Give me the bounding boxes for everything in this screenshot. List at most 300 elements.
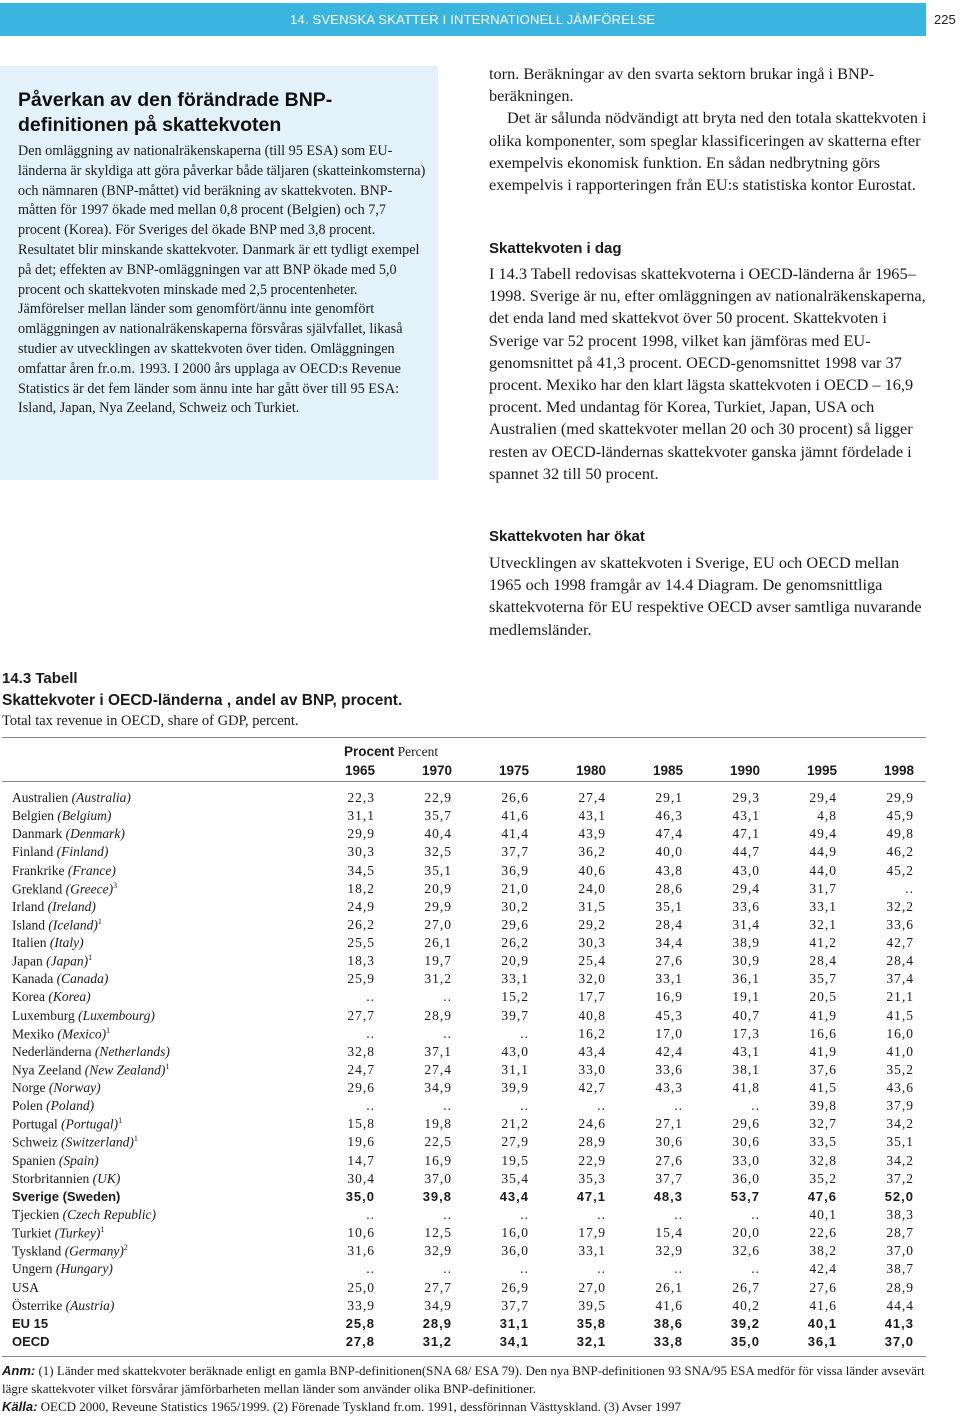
table-cell: 34,5 xyxy=(347,862,375,878)
table-cell: .. xyxy=(366,1025,375,1041)
table-rule-top xyxy=(2,737,926,738)
table-row xyxy=(12,1207,926,1225)
table-cell: 35,7 xyxy=(809,971,837,987)
table-row xyxy=(12,1243,926,1261)
note-text: (1) Länder med skattekvoter beräknade enligt en gamla BNP-definitionen(SNA 68/ ESA 79). Den nya BNP-definitionen 93 SNA/95 ESA medför för vissa länder avsevärt lägre skattekvoter vilket försvårar jämförbarheten mellan länder som använder olika BNP-definitioner. xyxy=(2,1363,925,1396)
table-cell: 22,5 xyxy=(424,1134,452,1150)
paragraph-text: Det är sålunda nödvändigt att bryta ned den totala skattekvoten i olika komponenter, som speglar klassificeringen av skatterna efter exempelvis ekonomisk funktion. En sådan nedbrytning görs exempelvis i rapporteringen från EU:s statistiska kontor Eurostat. xyxy=(489,108,927,195)
table-cell: 4,8 xyxy=(817,808,837,824)
table-cell: 38,6 xyxy=(653,1315,683,1331)
country-name: Danmark (Denmark) xyxy=(12,826,125,842)
table-cell: 17,0 xyxy=(655,1025,683,1041)
table-cell: 19,6 xyxy=(347,1134,375,1150)
table-cell: 19,1 xyxy=(732,989,760,1005)
table-cell: 32,5 xyxy=(424,844,452,860)
year-header-cell: 1990 xyxy=(729,763,760,778)
country-name: Australien (Australia) xyxy=(12,790,131,805)
table-cell: 16,0 xyxy=(501,1225,529,1241)
table-cell: 36,0 xyxy=(501,1243,529,1259)
table-row xyxy=(12,1080,926,1098)
table-cell: 20,9 xyxy=(501,953,529,969)
table-row xyxy=(12,1044,926,1062)
table-cell: .. xyxy=(520,1206,529,1222)
table-cell: 34,1 xyxy=(499,1333,529,1349)
table-cell: 43,0 xyxy=(501,1043,529,1059)
table-cell: 19,8 xyxy=(424,1116,452,1132)
table-cell: 30,3 xyxy=(347,844,375,860)
table-cell: 27,0 xyxy=(578,1279,606,1295)
table-rule-bottom xyxy=(2,1356,926,1357)
year-header-cell: 1970 xyxy=(421,763,452,778)
table-cell: 15,4 xyxy=(655,1225,683,1241)
table-cell: 33,0 xyxy=(578,1061,606,1077)
country-name: Portugal (Portugal)$^1$ xyxy=(12,1116,123,1132)
country-name: Italien (Italy) xyxy=(12,935,84,951)
table-cell: .. xyxy=(597,1098,606,1114)
table-row xyxy=(12,1098,926,1116)
table-cell: 43,6 xyxy=(886,1080,914,1096)
table-cell: 39,8 xyxy=(809,1098,837,1114)
table-cell: 34,2 xyxy=(886,1116,914,1132)
table-cell: 35,4 xyxy=(501,1170,529,1186)
country-name: Tyskland (Germany)$^2$ xyxy=(12,1243,128,1259)
paragraph-text: I 14.3 Tabell redovisas skattekvoterna i OECD-länderna år 1965–1998. Sverige är nu, efter omläggningen av nationalräkenskaperna, det enda land med skattekvot över 50 procent. Skattekvoten i Sverige var 52 procent 1998, vilket kan jämföras med EU-genomsnittet på 41,3 procent. OECD-genomsnittet 1998 var 37 procent. Mexiko har den klart lägsta skattekvoten i OECD – 16,9 procent. Med undantag för Korea, Turkiet, Japan, USA och Australien (med skattekvoter mellan 20 och 30 procent) så ligger resten av OECD-ländernas skattekvoter ganska jämnt fördelade i spannet 32 till 50 procent. xyxy=(489,264,926,483)
table-cell: 45,2 xyxy=(886,862,914,878)
country-name: Irland (Ireland) xyxy=(12,898,96,914)
table-cell: .. xyxy=(751,1098,760,1114)
table-cell: 39,2 xyxy=(730,1315,760,1331)
country-name: Österrike (Austria) xyxy=(12,1297,115,1313)
table-row xyxy=(12,1189,926,1207)
table-cell: 47,1 xyxy=(732,826,760,842)
table-row xyxy=(12,863,926,881)
table-cell: 29,3 xyxy=(732,790,760,805)
table-cell: 24,9 xyxy=(347,898,375,914)
table-cell: 43,1 xyxy=(732,808,760,824)
table-cell: 41,5 xyxy=(886,1007,914,1023)
table-cell: 17,9 xyxy=(578,1225,606,1241)
table-cell: 38,9 xyxy=(732,935,760,951)
table-cell: 24,0 xyxy=(578,880,606,896)
table-cell: 37,7 xyxy=(655,1170,683,1186)
table-cell: 37,4 xyxy=(886,971,914,987)
table-cell: 25,9 xyxy=(347,971,375,987)
table-cell: .. xyxy=(751,1261,760,1277)
table-cell: 40,1 xyxy=(807,1315,837,1331)
table-cell: 32,9 xyxy=(424,1243,452,1259)
table-cell: 28,9 xyxy=(578,1134,606,1150)
table-cell: 42,7 xyxy=(886,935,914,951)
table-cell: 40,0 xyxy=(655,844,683,860)
country-name: Storbritannien (UK) xyxy=(12,1170,121,1186)
table-cell: 15,2 xyxy=(501,989,529,1005)
table-row xyxy=(12,1008,926,1026)
year-header-cell: 1965 xyxy=(344,763,375,778)
table-cell: 27,6 xyxy=(655,1152,683,1168)
table-cell: 36,1 xyxy=(807,1333,837,1349)
section-heading-increased: Skattekvoten har ökat xyxy=(489,528,645,545)
table-cell: 35,3 xyxy=(578,1170,606,1186)
table-cell: 28,9 xyxy=(422,1315,452,1331)
unit-en: Percent xyxy=(397,744,439,759)
table-cell: 53,7 xyxy=(730,1188,760,1204)
table-cell: 41,9 xyxy=(809,1043,837,1059)
table-cell: 43,1 xyxy=(732,1043,760,1059)
year-header-cell: 1975 xyxy=(498,763,529,778)
table-title: Skattekvoter i OECD-länderna , andel av BNP, procent. xyxy=(2,692,403,709)
table-cell: 22,9 xyxy=(578,1152,606,1168)
table-row xyxy=(12,1225,926,1243)
table-cell: 36,0 xyxy=(732,1170,760,1186)
table-cell: 20,5 xyxy=(809,989,837,1005)
table-cell: 29,1 xyxy=(655,790,683,805)
country-name: Belgien (Belgium) xyxy=(12,808,112,824)
table-cell: 31,4 xyxy=(732,916,760,932)
table-cell: 16,6 xyxy=(809,1025,837,1041)
table-cell: 30,6 xyxy=(655,1134,683,1150)
table-cell: 35,1 xyxy=(886,1134,914,1150)
table-cell: 42,7 xyxy=(578,1080,606,1096)
table-cell: .. xyxy=(751,1206,760,1222)
table-cell: 20,9 xyxy=(424,880,452,896)
table-cell: .. xyxy=(520,1261,529,1277)
table-cell: 39,8 xyxy=(422,1188,452,1204)
table-cell: 38,7 xyxy=(886,1261,914,1277)
table-cell: 16,0 xyxy=(886,1025,914,1041)
country-name: USA xyxy=(12,1279,40,1295)
table-cell: 31,5 xyxy=(578,898,606,914)
table-cell: 48,3 xyxy=(653,1188,683,1204)
table-row xyxy=(12,1280,926,1298)
table-cell: 40,7 xyxy=(732,1007,760,1023)
table-cell: 19,7 xyxy=(424,953,452,969)
table-cell: 27,7 xyxy=(424,1279,452,1295)
table-cell: 27,9 xyxy=(501,1134,529,1150)
country-name: Nederländerna (Netherlands) xyxy=(12,1043,170,1059)
table-cell: 32,2 xyxy=(886,898,914,914)
table-cell: 34,9 xyxy=(424,1080,452,1096)
table-cell: .. xyxy=(443,1261,452,1277)
table-cell: 33,5 xyxy=(809,1134,837,1150)
country-name: Japan (Japan)$^1$ xyxy=(12,953,93,969)
table-notes xyxy=(2,1362,932,1416)
country-name: Nya Zeeland (New Zealand)$^1$ xyxy=(12,1061,170,1078)
table-cell: .. xyxy=(443,989,452,1005)
table-cell: 29,9 xyxy=(347,826,375,842)
table-cell: 40,2 xyxy=(732,1297,760,1313)
table-cell: 40,8 xyxy=(578,1007,606,1023)
table-cell: 33,1 xyxy=(809,898,837,914)
table-cell: 22,9 xyxy=(424,790,452,805)
table-cell: .. xyxy=(597,1261,606,1277)
table-cell: .. xyxy=(366,1098,375,1114)
country-name: Finland (Finland) xyxy=(12,844,109,860)
source-text: OECD 2000, Reveune Statistics 1965/1999. (2) Förenade Tyskland fr.om. 1991, dessförinnan Västtyskland. (3) Avser 1997 xyxy=(40,1399,682,1414)
table-cell: .. xyxy=(366,1206,375,1222)
table-cell: 52,0 xyxy=(884,1188,914,1204)
table-cell: 28,4 xyxy=(886,953,914,969)
table-cell: 41,2 xyxy=(809,935,837,951)
table-cell: 33,6 xyxy=(732,898,760,914)
table-cell: 39,7 xyxy=(501,1007,529,1023)
table-cell: 41,6 xyxy=(501,808,529,824)
table-cell: 35,2 xyxy=(809,1170,837,1186)
table-cell: 22,3 xyxy=(347,790,375,805)
table-unit xyxy=(344,744,438,760)
table-cell: 35,1 xyxy=(424,862,452,878)
table-row xyxy=(12,953,926,971)
table-cell: 33,8 xyxy=(653,1333,683,1349)
table-cell: 26,1 xyxy=(424,935,452,951)
country-name: Turkiet (Turkey)$^1$ xyxy=(12,1225,105,1241)
table-cell: 40,4 xyxy=(424,826,452,842)
table-cell: 31,1 xyxy=(499,1315,529,1331)
table-cell: .. xyxy=(674,1206,683,1222)
table-cell: 32,7 xyxy=(809,1116,837,1132)
table-cell: 49,8 xyxy=(886,826,914,842)
table-cell: 16,9 xyxy=(424,1152,452,1168)
table-cell: 33,1 xyxy=(501,971,529,987)
table-cell: 29,9 xyxy=(424,898,452,914)
table-row xyxy=(12,971,926,989)
country-name: Kanada (Canada) xyxy=(12,971,109,987)
table-cell: 28,4 xyxy=(655,916,683,932)
table-cell: 24,7 xyxy=(347,1061,375,1077)
table-cell: 16,9 xyxy=(655,989,683,1005)
table-cell: 27,7 xyxy=(347,1007,375,1023)
table-cell: 27,4 xyxy=(578,790,606,805)
country-name: Korea (Korea) xyxy=(12,989,91,1005)
table-cell: 27,8 xyxy=(345,1333,375,1349)
table-cell: 44,9 xyxy=(809,844,837,860)
table-cell: 29,4 xyxy=(732,880,760,896)
table-row xyxy=(12,1334,926,1352)
table-cell: 43,4 xyxy=(578,1043,606,1059)
country-name: Luxemburg (Luxembourg) xyxy=(12,1007,155,1023)
country-name: Schweiz (Switzerland)$^1$ xyxy=(12,1134,138,1150)
table-cell: 27,1 xyxy=(655,1116,683,1132)
table-cell: 26,1 xyxy=(655,1279,683,1295)
table-cell: .. xyxy=(443,1025,452,1041)
table-cell: 30,2 xyxy=(501,898,529,914)
table-cell: 43,0 xyxy=(732,862,760,878)
right-paragraph-1 xyxy=(489,63,927,196)
table-row xyxy=(12,1026,926,1044)
unit-sv: Procent xyxy=(344,744,395,759)
table-cell: 32,8 xyxy=(347,1043,375,1059)
table-cell: .. xyxy=(905,880,914,896)
table-cell: 41,6 xyxy=(655,1297,683,1313)
table-cell: 35,1 xyxy=(655,898,683,914)
table-cell: 37,7 xyxy=(501,844,529,860)
table-cell: 35,2 xyxy=(886,1061,914,1077)
table-cell: 37,0 xyxy=(886,1243,914,1259)
table-cell: 37,2 xyxy=(886,1170,914,1186)
table-cell: .. xyxy=(597,1206,606,1222)
table-row xyxy=(12,881,926,899)
table-cell: 27,4 xyxy=(424,1061,452,1077)
table-cell: 42,4 xyxy=(809,1261,837,1277)
table-row xyxy=(12,1153,926,1171)
table-cell: 43,9 xyxy=(578,826,606,842)
table-cell: 36,1 xyxy=(732,971,760,987)
table-cell: 28,4 xyxy=(809,953,837,969)
country-name: Sverige (Sweden) xyxy=(12,1188,121,1204)
table-cell: 21,0 xyxy=(501,880,529,896)
table-cell: 32,0 xyxy=(578,971,606,987)
table-cell: 46,2 xyxy=(886,844,914,860)
table-cell: 40,1 xyxy=(809,1206,837,1222)
table-cell: 44,7 xyxy=(732,844,760,860)
table-cell: 19,5 xyxy=(501,1152,529,1168)
table-cell: 22,6 xyxy=(809,1225,837,1241)
table-cell: 36,2 xyxy=(578,844,606,860)
table-cell: 34,9 xyxy=(424,1297,452,1313)
table-cell: 30,3 xyxy=(578,935,606,951)
table-cell: 43,1 xyxy=(578,808,606,824)
chapter-title: 14. SVENSKA SKATTER I INTERNATIONELL JÄMFÖRELSE xyxy=(290,12,656,27)
page-number: 225 xyxy=(934,12,956,27)
table-cell: 27,0 xyxy=(424,916,452,932)
table-cell: .. xyxy=(520,1098,529,1114)
country-name: EU 15 xyxy=(12,1315,49,1331)
table-row xyxy=(12,1062,926,1080)
table-cell: 21,1 xyxy=(886,989,914,1005)
table-cell: 41,9 xyxy=(809,1007,837,1023)
table-cell: 30,6 xyxy=(732,1134,760,1150)
country-name: Spanien (Spain) xyxy=(12,1152,99,1168)
table-cell: 17,7 xyxy=(578,989,606,1005)
table-subtitle: Total tax revenue in OECD, share of GDP, percent. xyxy=(2,713,299,729)
table-cell: 37,0 xyxy=(424,1170,452,1186)
table-cell: 36,9 xyxy=(501,862,529,878)
table-cell: .. xyxy=(443,1206,452,1222)
country-name: Tjeckien (Czech Republic) xyxy=(12,1206,156,1222)
table-cell: 37,7 xyxy=(501,1297,529,1313)
table-cell: 40,6 xyxy=(578,862,606,878)
table-cell: 44,0 xyxy=(809,862,837,878)
note-label: Anm: xyxy=(2,1363,36,1378)
table-cell: .. xyxy=(366,989,375,1005)
right-paragraph-3 xyxy=(489,552,927,641)
table-cell: 38,3 xyxy=(886,1206,914,1222)
table-cell: 31,1 xyxy=(347,808,375,824)
table-cell: 26,9 xyxy=(501,1279,529,1295)
table-number: 14.3 Tabell xyxy=(2,670,78,687)
table-cell: 34,4 xyxy=(655,935,683,951)
table-cell: 26,6 xyxy=(501,790,529,805)
table-cell: 33,1 xyxy=(578,1243,606,1259)
table-cell: 33,1 xyxy=(655,971,683,987)
country-name: Island (Iceland)$^1$ xyxy=(12,916,102,933)
table-cell: 41,4 xyxy=(501,826,529,842)
table-cell: 37,6 xyxy=(809,1061,837,1077)
table-cell: 41,6 xyxy=(809,1297,837,1313)
table-cell: .. xyxy=(520,1025,529,1041)
table-row xyxy=(12,935,926,953)
country-name: Ungern (Hungary) xyxy=(12,1261,113,1277)
table-cell: 39,5 xyxy=(578,1297,606,1313)
table-cell: 31,6 xyxy=(347,1243,375,1259)
table-cell: 33,6 xyxy=(655,1061,683,1077)
table-row xyxy=(12,1134,926,1152)
table-cell: 10,6 xyxy=(347,1225,375,1241)
table-cell: 47,4 xyxy=(655,826,683,842)
table-cell: 25,4 xyxy=(578,953,606,969)
year-header-cell: 1980 xyxy=(575,763,606,778)
table-cell: 27,6 xyxy=(655,953,683,969)
table-cell: 31,7 xyxy=(809,880,837,896)
table-cell: 45,3 xyxy=(655,1007,683,1023)
table-cell: 29,6 xyxy=(501,916,529,932)
table-cell: 17,3 xyxy=(732,1025,760,1041)
table-cell: 28,7 xyxy=(886,1225,914,1241)
table-cell: 30,9 xyxy=(732,953,760,969)
table-cell: 32,1 xyxy=(809,916,837,932)
table-cell: 32,6 xyxy=(732,1243,760,1259)
year-header-cell: 1995 xyxy=(806,763,837,778)
table-cell: 32,9 xyxy=(655,1243,683,1259)
table-cell: 33,6 xyxy=(886,916,914,932)
table-cell: 33,9 xyxy=(347,1297,375,1313)
table-cell: 32,1 xyxy=(576,1333,606,1349)
table-row xyxy=(12,1298,926,1316)
table-cell: 26,2 xyxy=(501,935,529,951)
country-name: Polen (Poland) xyxy=(12,1098,95,1114)
table-cell: 24,6 xyxy=(578,1116,606,1132)
table-rule-mid xyxy=(2,781,926,782)
note xyxy=(2,1362,932,1398)
table-cell: 37,1 xyxy=(424,1043,452,1059)
table-row xyxy=(12,844,926,862)
table-row xyxy=(12,1171,926,1189)
table-cell: .. xyxy=(674,1098,683,1114)
table-cell: 18,2 xyxy=(347,880,375,896)
table-cell: 41,3 xyxy=(884,1315,914,1331)
table-cell: 21,2 xyxy=(501,1116,529,1132)
table-cell: 43,3 xyxy=(655,1080,683,1096)
table-cell: 26,2 xyxy=(347,916,375,932)
table-cell: 45,9 xyxy=(886,808,914,824)
table-row xyxy=(12,917,926,935)
section-heading-today: Skattekvoten i dag xyxy=(489,240,622,257)
table-cell: 37,9 xyxy=(886,1098,914,1114)
table-cell: 28,6 xyxy=(655,880,683,896)
table-cell: 43,8 xyxy=(655,862,683,878)
table-cell: 44,4 xyxy=(886,1297,914,1313)
table-row xyxy=(12,1261,926,1279)
table-cell: 16,2 xyxy=(578,1025,606,1041)
table-cell: 43,4 xyxy=(499,1188,529,1204)
table-cell: 29,6 xyxy=(347,1080,375,1096)
paragraph-text: torn. Beräkningar av den svarta sektorn brukar ingå i BNP-beräkningen. xyxy=(489,64,875,106)
table-cell: 35,8 xyxy=(576,1315,606,1331)
table-cell: 28,9 xyxy=(886,1279,914,1295)
table-row xyxy=(12,808,926,826)
table-cell: 29,2 xyxy=(578,916,606,932)
country-name: Norge (Norway) xyxy=(12,1080,101,1096)
table-cell: 41,0 xyxy=(886,1043,914,1059)
table-cell: 32,8 xyxy=(809,1152,837,1168)
table-cell: 18,3 xyxy=(347,953,375,969)
table-cell: 27,6 xyxy=(809,1279,837,1295)
table-cell: 25,8 xyxy=(345,1315,375,1331)
table-cell: 31,2 xyxy=(422,1333,452,1349)
year-header-cell: 1998 xyxy=(883,763,914,778)
table-cell: 26,7 xyxy=(732,1279,760,1295)
table-cell: 39,9 xyxy=(501,1080,529,1096)
table-cell: 25,0 xyxy=(347,1279,375,1295)
